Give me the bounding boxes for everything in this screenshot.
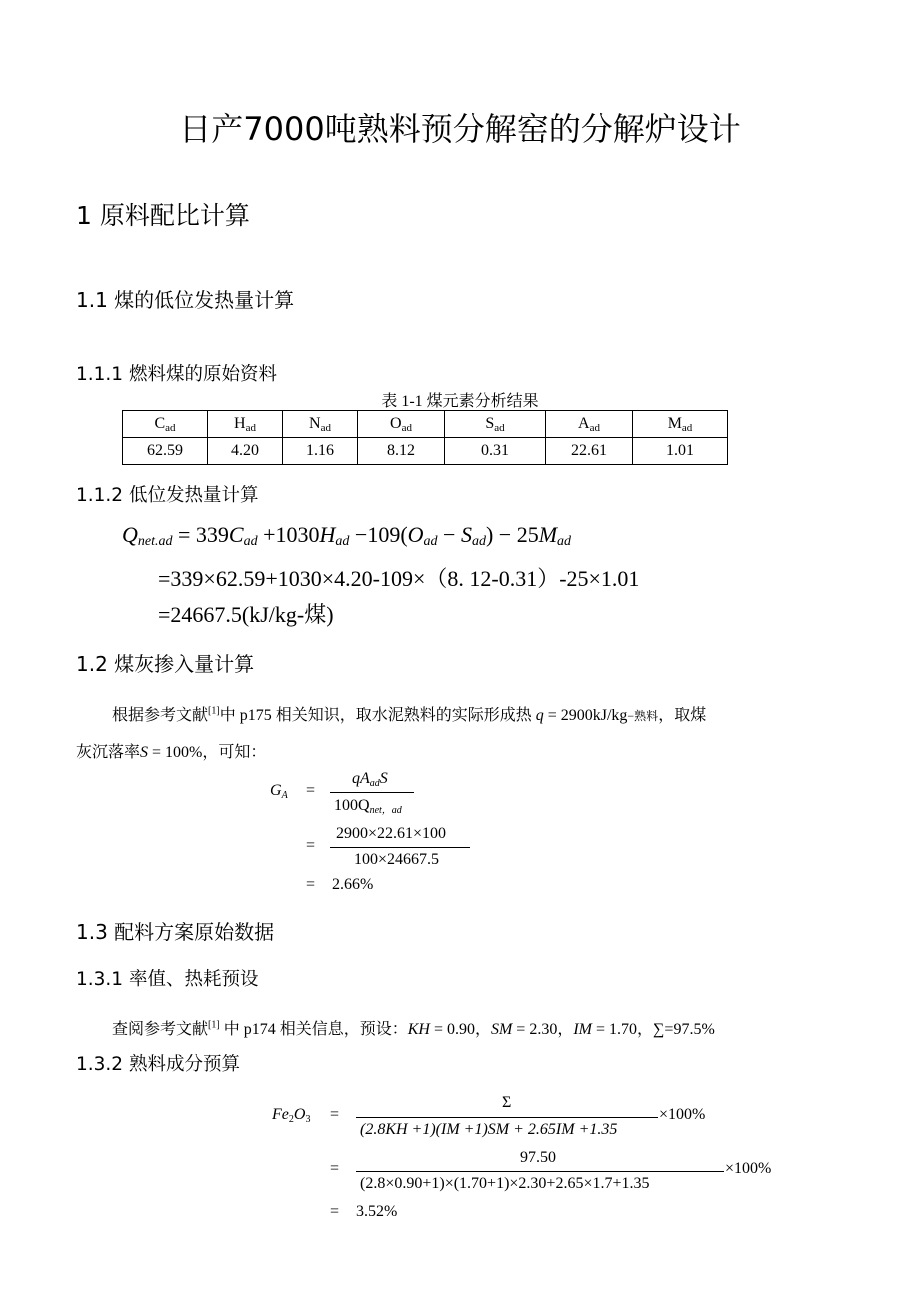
fe-denominator-values: (2.8×0.90+1)×(1.70+1)×2.30+2.65×1.7+1.35 <box>360 1175 650 1192</box>
heat-value-substitution: =339×62.59+1030×4.20-109×（8. 12-0.31）-25×1.01 <box>158 566 640 591</box>
fe-numerator: Σ <box>502 1094 512 1111</box>
table-header-cell: $S_{ad}$ <box>445 411 546 438</box>
equals-sign: = <box>330 1203 340 1220</box>
fraction-line <box>330 792 414 793</box>
table-cell: 8.12 <box>358 438 445 465</box>
section-heading-1-3-1: 1.3.1 率值、热耗预设 <box>76 969 259 990</box>
section-heading-1-1: 1.1 煤的低位发热量计算 <box>76 288 295 312</box>
equals-sign: = <box>306 837 316 854</box>
document-title: 日产7000吨熟料预分解窑的分解炉设计 <box>179 110 741 148</box>
ga-result: 2.66% <box>332 876 374 893</box>
heat-value-formula: $Q_{net.ad} = 339C_{ad} +1030H_{ad} -109(O_{ad} - S_{ad}) - 25M_{ad}$ <box>122 522 572 549</box>
fraction-line <box>356 1117 658 1118</box>
table-header-cell: $N_{ad}$ <box>283 411 358 438</box>
fe2o3-symbol: $Fe_2O_3$ <box>272 1106 311 1125</box>
equals-sign: = <box>306 876 316 893</box>
section-heading-1: 1 原料配比计算 <box>76 201 250 230</box>
table-caption: 表 1-1 煤元素分析结果 <box>381 393 539 410</box>
section-heading-1-1-2: 1.1.2 低位发热量计算 <box>76 485 259 506</box>
section-heading-1-2: 1.2 煤灰掺入量计算 <box>76 652 255 676</box>
equals-sign: = <box>330 1106 340 1123</box>
table-row <box>123 438 728 465</box>
fraction-line <box>330 847 470 848</box>
ga-numerator-values: 2900×22.61×100 <box>336 825 447 842</box>
ga-denominator-values: 100×24667.5 <box>354 851 440 868</box>
table-header-cell: $A_{ad}$ <box>546 411 633 438</box>
paragraph-ash: 根据参考文献[1]中 p175 相关知识，取水泥熟料的实际形成热 q = 2900kJ/kg−熟料，取煤 <box>112 705 707 724</box>
ga-symbol: $G_A$ <box>270 782 288 801</box>
table-header-row <box>123 411 728 438</box>
table-cell: 0.31 <box>445 438 546 465</box>
section-heading-1-3: 1.3 配料方案原始数据 <box>76 920 275 944</box>
table-header-cell: $O_{ad}$ <box>358 411 445 438</box>
table-cell: 22.61 <box>546 438 633 465</box>
section-heading-1-3-2: 1.3.2 熟料成分预算 <box>76 1054 240 1075</box>
ga-denominator: $100Q_{net,ad}$ <box>334 797 402 816</box>
table-header-cell: $H_{ad}$ <box>208 411 283 438</box>
coal-analysis-table <box>122 410 728 465</box>
fe-denominator: (2.8KH +1)(IM +1)SM + 2.65IM +1.35 <box>360 1121 618 1138</box>
fe-result: 3.52% <box>356 1203 398 1220</box>
paragraph-moduli: 查阅参考文献[1] 中 p174 相关信息，预设：KH = 0.90，SM = 2.30，IM = 1.70，∑=97.5% <box>112 1019 715 1038</box>
fraction-line <box>356 1171 724 1172</box>
table-cell: 1.01 <box>633 438 728 465</box>
heat-value-result: =24667.5(kJ/kg-煤) <box>158 602 334 627</box>
fe-numerator-values: 97.50 <box>520 1149 556 1166</box>
table-cell: 4.20 <box>208 438 283 465</box>
table-cell: 62.59 <box>123 438 208 465</box>
percent-multiplier: ×100% <box>659 1106 706 1123</box>
paragraph-ash-cont: 灰沉落率S = 100%，可知： <box>76 744 267 761</box>
table-header-cell: $M_{ad}$ <box>633 411 728 438</box>
table-cell: 1.16 <box>283 438 358 465</box>
table-header-cell: $C_{ad}$ <box>123 411 208 438</box>
equals-sign: = <box>330 1160 340 1177</box>
equals-sign: = <box>306 782 316 799</box>
section-heading-1-1-1: 1.1.1 燃料煤的原始资料 <box>76 364 277 385</box>
percent-multiplier: ×100% <box>725 1160 772 1177</box>
ga-numerator: $qA_{ad}S$ <box>352 770 388 789</box>
